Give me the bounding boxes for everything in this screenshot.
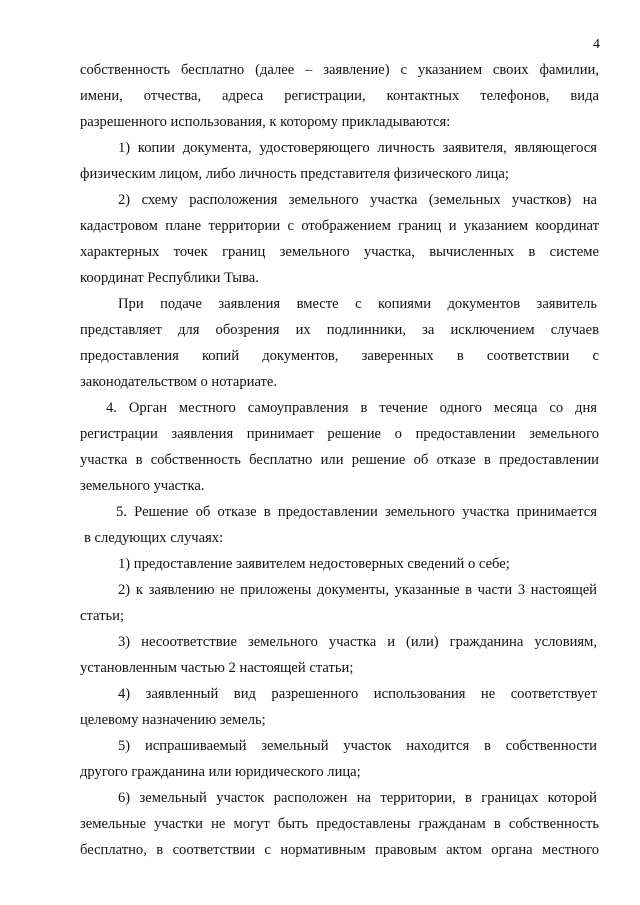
text-line: 6) земельный участок расположен на территории, в границах которой	[118, 790, 597, 806]
text-line: земельные участки не могут быть предоставлены гражданам в собственность	[80, 816, 599, 832]
text-line: законодательством о нотариате.	[80, 374, 278, 390]
text-line: 4. Орган местного самоуправления в течение одного месяца со дня	[106, 400, 597, 416]
text-line: характерных точек границ земельного участка, вычисленных в системе	[80, 244, 599, 260]
text-line: 3) несоответствие земельного участка и (или) гражданина условиям,	[118, 634, 597, 650]
text-line: координат Республики Тыва.	[80, 270, 259, 286]
text-line: 2) к заявлению не приложены документы, указанные в части 3 настоящей	[118, 582, 597, 598]
text-line: физическим лицом, либо личность представителя физического лица;	[80, 166, 509, 182]
text-line: При подаче заявления вместе с копиями документов заявитель	[118, 296, 597, 312]
text-line: предоставления копий документов, заверенных в соответствии с	[80, 348, 599, 364]
text-line: разрешенного использования, к которому прикладываются:	[80, 114, 451, 130]
text-line: регистрации заявления принимает решение о предоставлении земельного	[80, 426, 599, 442]
text-line: целевому назначению земель;	[80, 712, 266, 728]
text-line: участка в собственность бесплатно или решение об отказе в предоставлении	[80, 452, 599, 468]
page-number: 4	[593, 37, 600, 52]
text-line: 1) копии документа, удостоверяющего личность заявителя, являющегося	[118, 140, 597, 156]
text-line: 1) предоставление заявителем недостоверных сведений о себе;	[118, 556, 510, 572]
text-line: в следующих случаях:	[84, 530, 224, 546]
text-line: 5. Решение об отказе в предоставлении земельного участка принимается	[116, 504, 597, 520]
text-line: статьи;	[80, 608, 125, 624]
text-line: имени, отчества, адреса регистрации, контактных телефонов, вида	[80, 88, 599, 104]
text-line: 5) испрашиваемый земельный участок находится в собственности	[118, 738, 597, 754]
text-line: представляет для обозрения их подлинники, за исключением случаев	[80, 322, 599, 338]
text-line: 4) заявленный вид разрешенного использования не соответствует	[118, 686, 597, 702]
text-line: кадастровом плане территории с отображением границ и указанием координат	[80, 218, 599, 234]
text-line: бесплатно, в соответствии с нормативным правовым актом органа местного	[80, 842, 599, 858]
text-line: собственность бесплатно (далее – заявление) с указанием своих фамилии,	[80, 62, 599, 78]
text-line: другого гражданина или юридического лица;	[80, 764, 361, 780]
text-line: земельного участка.	[80, 478, 205, 494]
text-line: 2) схему расположения земельного участка (земельных участков) на	[118, 192, 597, 208]
text-line: установленным частью 2 настоящей статьи;	[80, 660, 354, 676]
